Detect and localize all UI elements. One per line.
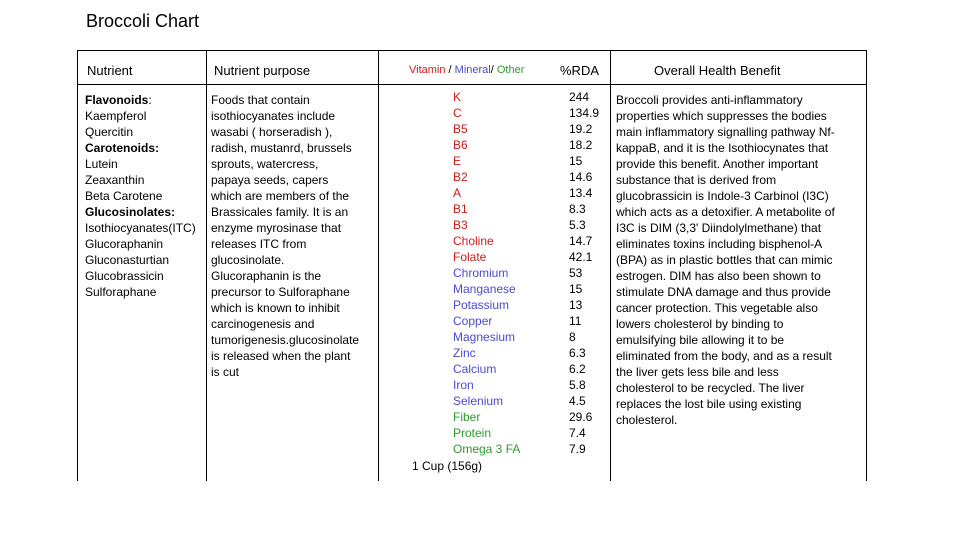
nutrient-item — [85, 156, 196, 172]
purpose-line: Glucoraphanin is the — [211, 269, 322, 283]
nutrient-label: Glucobrassicin — [85, 269, 164, 283]
item-name: Iron — [453, 378, 474, 392]
item-name: Chromium — [453, 266, 509, 280]
item-rda-values — [569, 89, 599, 457]
purpose-line: which is known to inhibit — [211, 301, 340, 315]
nutrient-list — [85, 92, 196, 300]
benefit-line: lowers cholesterol by binding to — [616, 317, 784, 331]
nutrient-label: Carotenoids: — [85, 141, 160, 155]
purpose-line: glucosinolate. — [211, 253, 285, 267]
benefit-text — [616, 92, 835, 428]
benefit-line: estrogen. DIM has also been shown to — [616, 269, 821, 283]
item-name: E — [453, 154, 462, 168]
item-name: Magnesium — [453, 330, 516, 344]
nutrient-label: Flavonoids — [85, 93, 149, 107]
item-rda: 5.8 — [569, 378, 586, 392]
header-benefit: Overall Health Benefit — [654, 63, 781, 78]
item-rda: 53 — [569, 266, 583, 280]
item-name: B6 — [453, 138, 468, 152]
header-rda: %RDA — [560, 63, 600, 78]
item-name: Zinc — [453, 346, 476, 360]
page-title: Broccoli Chart — [86, 11, 200, 31]
nutrient-label: Sulforaphane — [85, 285, 157, 299]
nutrient-item — [85, 140, 196, 156]
broccoli-table — [77, 50, 867, 481]
nutrient-label: Kaempferol — [85, 109, 147, 123]
item-rda: 7.9 — [569, 442, 586, 456]
purpose-line: carcinogenesis and — [211, 317, 315, 331]
item-rda: 5.3 — [569, 218, 586, 232]
item-name: Manganese — [453, 282, 516, 296]
benefit-line: cancer protection. This vegetable also — [616, 301, 818, 315]
item-rda: 6.2 — [569, 362, 586, 376]
legend-mineral: Mineral — [454, 64, 491, 76]
benefit-line: which acts as a detoxifier. A metabolite of — [616, 205, 835, 219]
serving-size: 1 Cup (156g) — [412, 459, 483, 473]
item-rda: 14.6 — [569, 170, 593, 184]
item-name: Protein — [453, 426, 492, 440]
item-name: Copper — [453, 314, 493, 328]
benefit-line: emulsifying bile allowing it to be — [616, 333, 785, 347]
nutrient-label: Zeaxanthin — [85, 173, 145, 187]
benefit-line: cholesterol. — [616, 413, 678, 427]
header-divider — [78, 84, 866, 85]
nutrient-label: Lutein — [85, 157, 118, 171]
nutrient-item — [85, 124, 196, 140]
purpose-line: is cut — [211, 365, 240, 379]
item-rda: 4.5 — [569, 394, 586, 408]
purpose-line: papaya seeds, capers — [211, 173, 329, 187]
item-rda: 13 — [569, 298, 583, 312]
nutrient-item — [85, 188, 196, 204]
item-rda: 7.4 — [569, 426, 586, 440]
benefit-line: eliminates toxins including bisphenol-A — [616, 237, 823, 251]
item-rda: 14.7 — [569, 234, 593, 248]
benefit-line: properties which suppresses the bodies — [616, 109, 827, 123]
benefit-line: main inflammatory signalling pathway Nf- — [616, 125, 835, 139]
item-rda: 8.3 — [569, 202, 586, 216]
nutrient-label: Gluconasturtian — [85, 253, 170, 267]
header-legend — [409, 64, 524, 76]
purpose-line: enzyme myrosinase that — [211, 221, 342, 235]
legend-separator: / — [490, 64, 494, 76]
nutrient-item — [85, 92, 196, 108]
nutrient-label: Isothiocyanates(ITC) — [85, 221, 196, 235]
item-rda: 13.4 — [569, 186, 593, 200]
item-rda: 134.9 — [569, 106, 600, 120]
benefit-line: provide this benefit. Another important — [616, 157, 819, 171]
nutrient-item — [85, 284, 196, 300]
nutrient-item — [85, 268, 196, 284]
purpose-line: which are members of the — [211, 189, 350, 203]
nutrient-item — [85, 220, 196, 236]
nutrient-suffix: : — [148, 93, 152, 107]
column-divider — [206, 51, 207, 481]
item-name: Folate — [453, 250, 487, 264]
nutrient-item — [85, 172, 196, 188]
legend-other: Other — [496, 64, 525, 76]
nutrient-item — [85, 236, 196, 252]
item-name: Omega 3 FA — [453, 442, 521, 456]
purpose-line: tumorigenesis.glucosinolate — [211, 333, 360, 347]
benefit-line: cholesterol to be recycled. The liver — [616, 381, 805, 395]
purpose-line: radish, mustanrd, brussels — [211, 141, 352, 155]
item-name: B1 — [453, 202, 468, 216]
item-name: Fiber — [453, 410, 481, 424]
item-name: B5 — [453, 122, 468, 136]
nutrient-label: Quercitin — [85, 125, 134, 139]
benefit-line: substance that is derived from — [616, 173, 777, 187]
purpose-line: sprouts, watercress, — [211, 157, 319, 171]
purpose-line: Brassicales family. It is an — [211, 205, 349, 219]
column-divider — [610, 51, 611, 481]
item-name: Potassium — [453, 298, 510, 312]
benefit-line: Broccoli provides anti-inflammatory — [616, 93, 803, 107]
item-rda: 18.2 — [569, 138, 593, 152]
nutrient-label: Beta Carotene — [85, 189, 163, 203]
item-rda: 6.3 — [569, 346, 586, 360]
legend-vitamin: Vitamin — [409, 64, 446, 76]
item-name: Choline — [453, 234, 494, 248]
benefit-line: eliminated from the body, and as a result — [616, 349, 832, 363]
item-names — [453, 89, 520, 457]
benefit-line: stimulate DNA damage and thus provide — [616, 285, 831, 299]
item-name: C — [453, 106, 462, 120]
nutrient-item — [85, 252, 196, 268]
item-rda: 8 — [569, 330, 576, 344]
item-rda: 15 — [569, 282, 583, 296]
legend-separator: / — [448, 64, 452, 76]
item-rda: 244 — [569, 90, 590, 104]
nutrient-label: Glucoraphanin — [85, 237, 164, 251]
purpose-line: Foods that contain — [211, 93, 310, 107]
nutrient-label: Glucosinolates: — [85, 205, 176, 219]
item-rda: 15 — [569, 154, 583, 168]
purpose-line: releases ITC from — [211, 237, 307, 251]
benefit-line: (BPA) as in plastic bottles that can mimic — [616, 253, 833, 267]
benefit-line: replaces the lost bile using existing — [616, 397, 802, 411]
item-rda: 19.2 — [569, 122, 593, 136]
benefit-line: glucobrassicin is Indole-3 Carbinol (I3C) — [616, 189, 829, 203]
nutrient-item — [85, 108, 196, 124]
item-name: B3 — [453, 218, 468, 232]
benefit-line: kappaB, and it is the Isothiocynates that — [616, 141, 829, 155]
item-rda: 42.1 — [569, 250, 593, 264]
purpose-text — [211, 92, 359, 380]
item-name: Calcium — [453, 362, 497, 376]
header-nutrient: Nutrient — [87, 63, 133, 78]
purpose-line: is released when the plant — [211, 349, 351, 363]
item-name: Selenium — [453, 394, 504, 408]
item-name: B2 — [453, 170, 468, 184]
purpose-line: wasabi ( horseradish ), — [211, 125, 333, 139]
benefit-line: the liver gets less bile and less — [616, 365, 779, 379]
item-rda: 11 — [569, 314, 582, 328]
item-name: A — [453, 186, 462, 200]
purpose-line: precursor to Sulforaphane — [211, 285, 350, 299]
benefit-line: I3C is DIM (3,3' Diindolylmethane) that — [616, 221, 822, 235]
item-name: K — [453, 90, 462, 104]
nutrient-item — [85, 204, 196, 220]
column-divider — [378, 51, 379, 481]
item-rda: 29.6 — [569, 410, 593, 424]
header-purpose: Nutrient purpose — [214, 63, 311, 78]
purpose-line: isothiocyanates include — [211, 109, 336, 123]
